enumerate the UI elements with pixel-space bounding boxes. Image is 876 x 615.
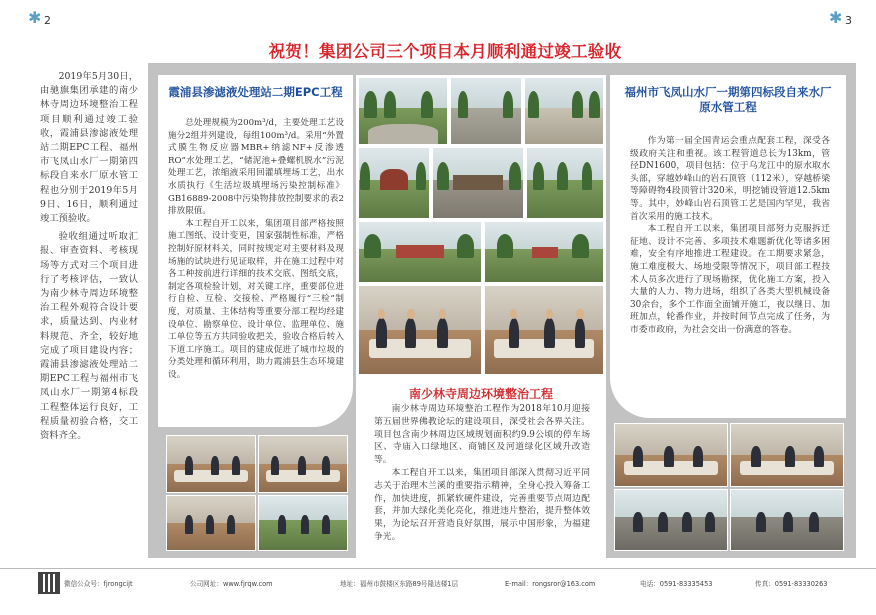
rain-site-photo	[614, 489, 728, 551]
feifeng-pane	[610, 75, 846, 418]
temple-gate-photo	[432, 147, 524, 219]
footer-wechat: 微信公众号：fjrongcijt	[64, 580, 133, 588]
xiapu-paragraph: 本工程自开工以来，集团项目部严格按照施工图纸、设计变更，国家强制性标准，严格控制好原材料关，同时按规定对主要材料及现场施的试块进行见证取样，并在施工过程中对各工种按前进行详细的技术交底、图纸交底，制定各项检验计划，对关键工序，重要部位进行自检、互检、交接检、严格履行“三检”制度，对质量、主体结构等重要分部工程均经建设单位、勘察单位、设计单位、监理单位、施工单位等五方共同验收把关，验收合格后转入下道工序施工。项目的建成促进了城市垃圾的分类处理和循环利用，助力霞浦县生态环境建设。	[168, 218, 344, 380]
feifeng-paragraph: 作为第一届全国青运会重点配套工程，深受各级政府关注和重视。该工程管道总长为13km，管径DN1600，项目包括：位于乌龙江中的原水取水头部，穿越妙峰山的岩石顶管（112米），穿越桥梁等障碍物4段顶管计320米，明挖铺设管道12.5km等。其中，妙峰山岩石顶管工艺是国内罕见，我省首次采用的施工技术。	[630, 136, 830, 222]
footer	[0, 568, 876, 598]
left-column-paragraph: 验收组通过听取汇报、审查资料、考核现场等方式对三个项目进行了考核评估，一致认为南少林寺周边环境整治工程外观符合设计要求，质量达到、内业材料规范、齐全，较好地完成了项目建设内容；霞浦县渗滤液处理站二期EPC工程与福州市飞凤山水厂一期第4标段工程整体运行良好，工程质量初验合格，交工资料齐全。	[40, 231, 138, 442]
conference-photo	[166, 435, 256, 493]
footer-website: 公司网址：www.fjrqw.com	[190, 580, 273, 588]
feifeng-paragraph: 本工程自开工以来，集团项目部努力克服拆迁征地、设计不完善、多项技术难题新优化等诸多困难，安全有序地推进工程建设。在工期要求紧急，施工难度极大、场地受限等情况下，项目部工程技术人员多次进行了现场勘探，优化施工方案，投入大量的人力、物力进场，组织了各类大型机械设备30余台，多个工作面全面铺开施工，夜以继日、加班加点，轮番作业，并按时间节点完成了任务，为市委市政府，为社会交出一份满意的答卷。	[630, 224, 830, 335]
site-visit-photo	[258, 495, 348, 551]
headline: 祝贺！集团公司三个项目本月顺利通过竣工验收	[268, 42, 622, 61]
river-photo	[526, 147, 604, 219]
left-column-paragraph: 2019年5月30日，由驰旗集团承建的南少林寺周边环境整治工程项目顺利通过竣工验收，霞浦县渗滤液处理站二期EPC工程、福州市飞凤山水厂一期第四标段自来水厂原水管工程也分别于2019年5月9日、16日，顺利通过竣工预验收。	[40, 71, 138, 225]
feifeng-title: 福州市飞凤山水厂一期第四标段自来水厂原水管工程	[624, 85, 832, 114]
site-photos-pane	[610, 421, 846, 552]
xiapu-paragraph: 总处理规模为200m³/d，主要处理工艺设施分2组并列建设，每组100m³/d。采用“外置式膜生物反应器MBR+纳滤NF+反渗透RO”水处理工艺，“储泥池+叠螺机脱水”污泥处理工艺，浓缩液采用回灌填埋场工艺，出水水质执行《生活垃圾填埋场污染控制标准》GB16889-2008中污染物排放控制要求的表2排放限值。	[168, 118, 344, 217]
page-number-left: 2	[44, 14, 51, 27]
footer-address: 地址：福州市鼓楼区东路89号隆达楼1层	[340, 580, 459, 588]
square-photo	[524, 77, 604, 145]
inspection-photo	[166, 495, 256, 551]
snowflake-icon: ✱	[28, 8, 42, 27]
page-number-right: 3	[845, 14, 852, 27]
nanshaolin-title: 南少林寺周边环境整治工程	[408, 387, 553, 401]
nanshaolin-paragraph: 南少林寺周边环境整治工程作为2018年10月迎接第五届世界佛教论坛的建设项目，深受社会各界关注。项目包含南少林周边区域规划面积约9.9公顷的停车场区、寺庙入口绿地区、商铺区及河道绿化区域升改造等。	[374, 404, 590, 466]
temple-photo	[358, 221, 482, 283]
review-photo	[484, 285, 604, 375]
nanshaolin-paragraph: 本工程自开工以来，集团项目部深入贯彻习近平同志关于治理木兰溪的重要指示精神，全身心投入筹备工作，加快进度，抓紧软硬件建设，完善重要节点周边配套，并加大绿化美化亮化，推进违片整治，提升整体效果，为论坛召开营造良好氛围，展示中国形象，为福建争光。	[374, 467, 590, 542]
meeting-photos-pane	[158, 431, 353, 552]
pipeline-site-photo	[730, 489, 844, 551]
left-column	[40, 70, 138, 443]
acceptance-meeting-photo	[730, 423, 844, 487]
feifeng-body	[630, 135, 830, 337]
footer-email: E-mail：rongsror@163.com	[505, 580, 596, 588]
nanshaolin-body	[374, 403, 590, 544]
checkin-photo	[614, 423, 728, 487]
plaza-photo	[450, 77, 522, 145]
discussion-photo	[258, 435, 348, 493]
xiapu-body	[168, 117, 344, 381]
footer-fax: 传真：0591-83330263	[755, 580, 828, 588]
pavilion-photo	[358, 147, 430, 219]
nanshaolin-pane	[356, 75, 606, 558]
park-photo	[358, 77, 448, 145]
hillside-photo	[484, 221, 604, 283]
footer-phone: 电话：0591-83335453	[640, 580, 713, 588]
xiapu-pane	[158, 75, 353, 427]
meeting-photo	[358, 285, 482, 375]
article-frame	[148, 63, 856, 558]
xiapu-title: 霞浦县渗滤液处理站二期EPC工程	[168, 85, 343, 99]
snowflake-icon: ✱	[829, 8, 843, 27]
